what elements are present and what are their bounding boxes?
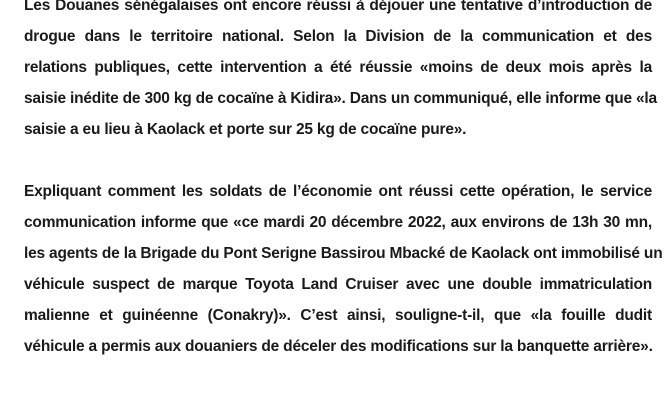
paragraph-2: [24, 176, 663, 362]
text-line: drogue dans le territoire national. Selon la Division de la communication et des: [24, 28, 652, 45]
text-line: saisie inédite de 300 kg de cocaïne à Kidira». Dans un communiqué, elle informe que «la: [24, 90, 657, 107]
text-line: saisie a eu lieu à Kaolack et porte sur 25 kg de cocaïne pure».: [24, 121, 467, 138]
text-line: Les Douanes sénégalaises ont encore réussi à déjouer une tentative d’introduction de: [24, 0, 652, 14]
text-line: malienne et guinéenne (Conakry)». C’est ainsi, souligne-t-il, que «la fouille dudit: [24, 307, 652, 324]
text-line: véhicule a permis aux douaniers de déceler des modifications sur la banquette arrière».: [24, 338, 653, 355]
text-line: les agents de la Brigade du Pont Serigne Bassirou Mbacké de Kaolack ont immobilisé un: [24, 245, 663, 262]
paragraph-1: [24, 0, 657, 145]
text-line: relations publiques, cette intervention a été réussie «moins de deux mois après la: [24, 59, 652, 76]
text-line: véhicule suspect de marque Toyota Land Cruiser avec une double immatriculation: [24, 276, 652, 293]
paragraph-spacer: [24, 145, 652, 176]
text-line: communication informe que «ce mardi 20 décembre 2022, aux environs de 13h 30 mn,: [24, 214, 652, 231]
text-line: Expliquant comment les soldats de l’économie ont réussi cette opération, le service: [24, 183, 652, 200]
article-body: [24, 0, 663, 362]
